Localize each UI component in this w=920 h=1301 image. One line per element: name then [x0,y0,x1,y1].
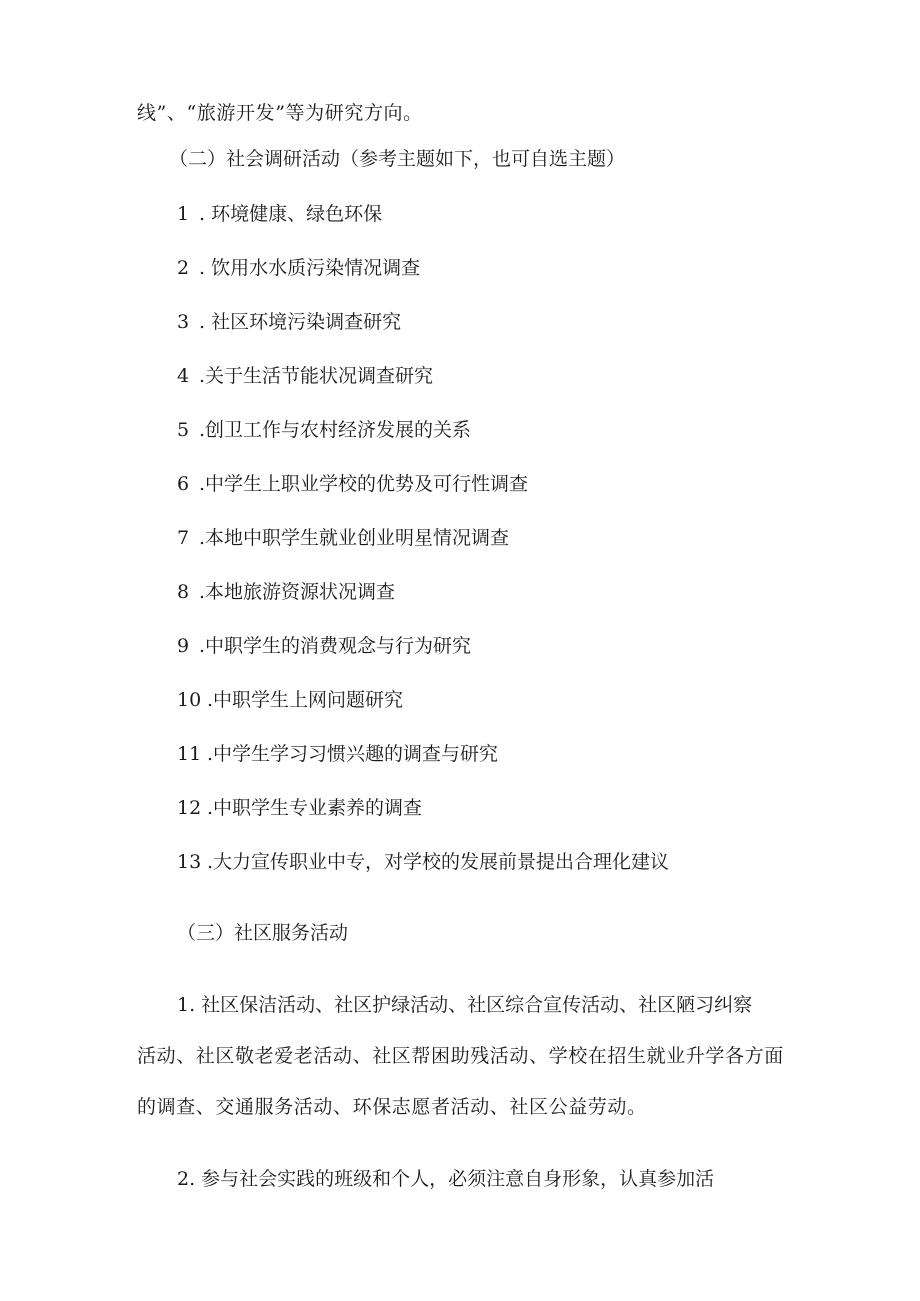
list-item [177,796,422,820]
list-item [177,418,471,442]
list-item-text: .创卫工作与农村经济发展的关系 [199,419,472,441]
list-item-text: .中职学生的消费观念与行为研究 [199,635,472,657]
paragraph-1-line-3: 的调查、交通服务活动、环保志愿者活动、社区公益劳动。 [137,1096,647,1118]
list-item-text: .关于生活节能状况调查研究 [199,365,434,387]
section3-heading: （三）社区服务活动 [177,922,349,944]
paragraph-1-line-1: 1. 社区保洁活动、社区护绿活动、社区综合宣传活动、社区陋习纠察 [177,994,753,1016]
list-item [177,472,528,496]
list-item-text: .中学生学习习惯兴趣的调查与研究 [207,743,499,765]
list-item-text: . 社区环境污染调查研究 [199,311,402,333]
list-item-number: 3 [177,311,190,333]
list-item [177,256,420,280]
list-item-number: 4 [177,365,190,387]
list-item-text: .本地旅游资源状况调查 [199,581,396,603]
list-item [177,850,669,874]
list-item-number: 7 [177,527,190,549]
list-item-number: 2 [177,257,190,279]
section2-heading: （二）社会调研活动（参考主题如下，也可自选主题） [169,148,626,170]
list-item [177,202,382,226]
list-item-text: . 饮用水水质污染情况调查 [199,257,421,279]
list-item [177,526,509,550]
list-item [177,580,395,604]
list-item-number: 5 [177,419,190,441]
list-item-text: . 环境健康、绿色环保 [199,203,383,225]
list-item-number: 12 [177,797,202,819]
list-item-number: 11 [177,743,202,765]
paragraph-2-line-1: 2. 参与社会实践的班级和个人，必须注意自身形象，认真参加活 [177,1168,715,1190]
list-item-number: 9 [177,635,190,657]
list-item [177,688,403,712]
list-item-number: 10 [177,689,202,711]
list-item-text: .本地中职学生就业创业明星情况调查 [199,527,510,549]
list-item [177,634,471,658]
list-item-number: 6 [177,473,190,495]
list-item-text: .中职学生专业素养的调查 [207,797,423,819]
list-item-text: .中学生上职业学校的优势及可行性调查 [199,473,529,495]
list-item-number: 13 [177,851,202,873]
continuation-text: 线”、“旅游开发”等为研究方向。 [137,102,423,124]
list-item-number: 8 [177,581,190,603]
list-item [177,310,401,334]
paragraph-1-line-2: 活动、社区敬老爱老活动、社区帮困助残活动、学校在招生就业升学各方面 [137,1045,784,1067]
list-item-number: 1 [177,203,190,225]
list-item-text: .大力宣传职业中专，对学校的发展前景提出合理化建议 [207,851,670,873]
list-item-text: .中职学生上网问题研究 [207,689,404,711]
list-item [177,742,498,766]
list-item [177,364,433,388]
